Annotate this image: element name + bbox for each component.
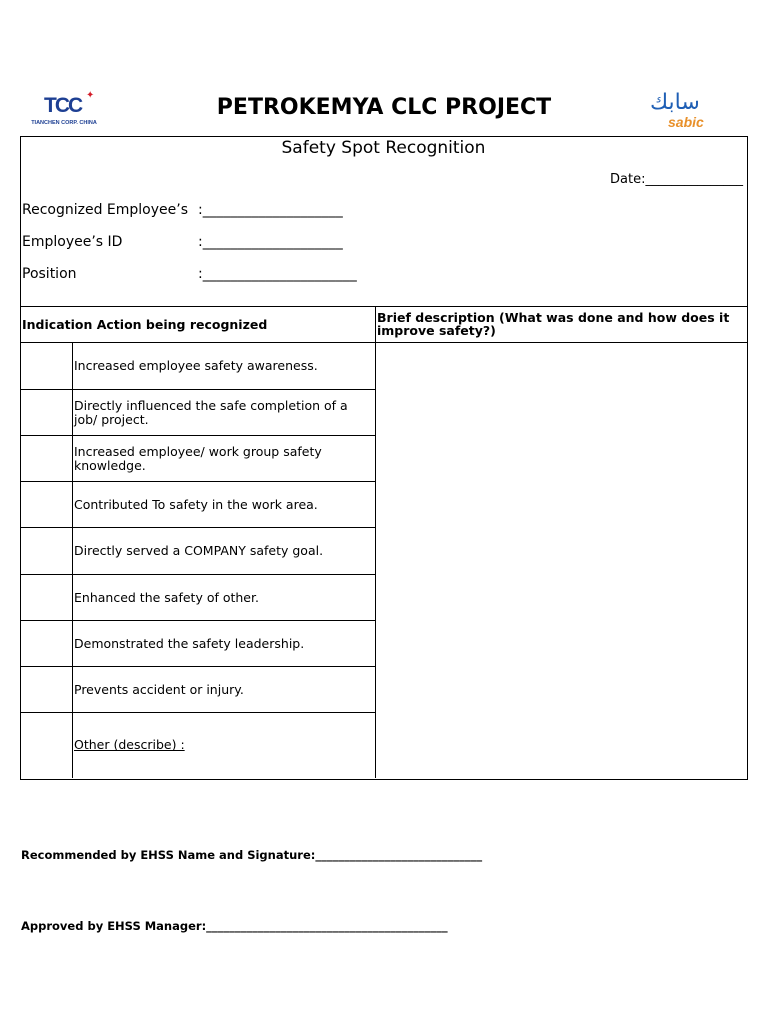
form-title: Safety Spot Recognition [281,138,486,158]
checkbox-cell[interactable] [21,436,72,481]
field-label: Employee’s ID [22,234,123,250]
approved-signature-line[interactable]: Approved by EHSS Manager:__________________________________________ [21,919,448,933]
recommended-signature-line[interactable]: Recommended by EHSS Name and Signature:_____________________________ [21,848,483,862]
checkbox-cell[interactable] [21,343,72,389]
tcc-logo [26,90,102,130]
recognized-employee-field[interactable] [22,202,343,218]
field-label: Recognized Employee’s [22,202,189,218]
action-item-label: Increased employee safety awareness. [74,358,318,374]
action-item-label: Contributed To safety in the work area. [74,496,318,512]
column-header-action: Indication Action being recognized [22,317,268,332]
sabic-logo-arabic: سابك [650,90,700,115]
star-icon: ✦ [86,90,95,101]
action-item-label: Demonstrated the safety leadership. [74,635,305,651]
column-header-description: Brief description (What was done and how does it improve safety?) [377,310,730,338]
action-item [74,575,372,620]
action-item [74,390,372,435]
checkbox-cell[interactable] [21,713,72,777]
field-blank[interactable]: :____________________ [198,202,343,218]
action-item [74,343,372,389]
checkbox-cell[interactable] [21,482,72,527]
checkbox-cell[interactable] [21,575,72,620]
action-item-other [74,713,372,777]
checkbox-cell[interactable] [21,390,72,435]
checkbox-cell[interactable] [21,621,72,666]
action-item-label: Prevents accident or injury. [74,681,244,697]
description-area[interactable] [376,343,746,777]
action-item-label: Enhanced the safety of other. [74,589,259,605]
checkbox-cell[interactable] [21,667,72,712]
action-item [74,528,372,574]
field-blank[interactable]: :____________________ [198,234,343,250]
action-item [74,667,372,712]
action-item-label: Increased employee/ work group safety knowledge. [74,444,322,473]
action-item [74,436,372,481]
action-item [74,482,372,527]
position-field[interactable] [22,266,357,282]
date-field[interactable]: Date:_______________ [610,172,743,187]
field-blank[interactable]: :______________________ [198,266,357,282]
employee-id-field[interactable] [22,234,343,250]
action-item-label: Directly served a COMPANY safety goal. [74,543,324,559]
divider-line [20,306,747,307]
action-item-label: Other (describe) : [74,737,185,753]
action-item [74,621,372,666]
field-label: Position [22,266,77,282]
sabic-logo [644,92,720,132]
checkbox-cell[interactable] [21,528,72,574]
tcc-logo-mark: TCC [44,94,82,117]
page-title: PETROKEMYA CLC PROJECT [216,95,552,120]
tcc-logo-caption: TIANCHEN CORP. CHINA [31,120,97,126]
sabic-logo-english: sabic [668,114,704,130]
action-item-label: Directly influenced the safe completion of a job/ project. [74,398,348,427]
